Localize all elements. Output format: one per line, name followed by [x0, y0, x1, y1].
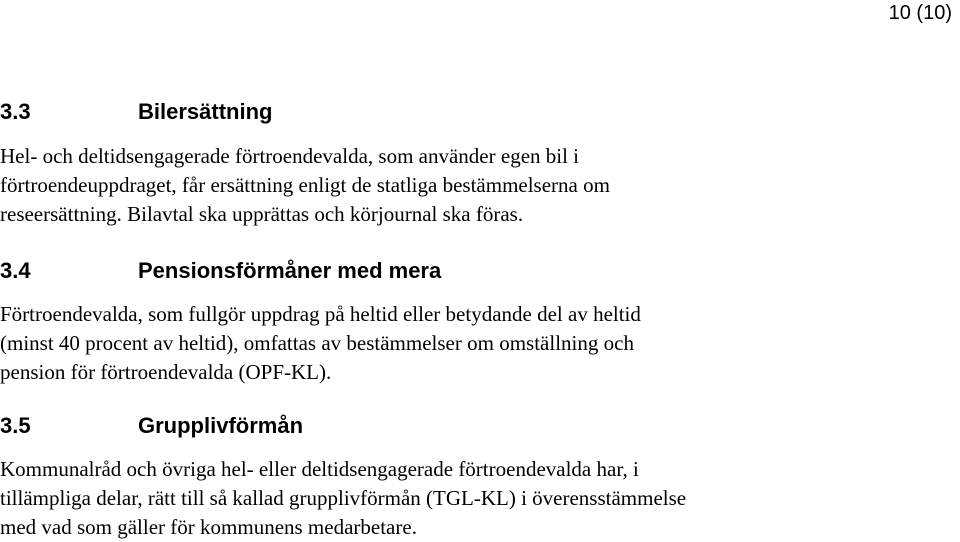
section-heading [0, 411, 952, 441]
section-paragraph [0, 455, 952, 542]
section-paragraph [0, 142, 952, 229]
section-title: Pensionsförmåner med mera [138, 258, 442, 283]
section-bilersattning [0, 97, 952, 229]
paragraph-line: (minst 40 procent av heltid), omfattas av bestämmelser om omställning och [0, 331, 634, 355]
section-pensionsformaner [0, 256, 952, 387]
paragraph-line: pension för förtroendevalda (OPF-KL). [0, 360, 332, 384]
paragraph-line: Förtroendevalda, som fullgör uppdrag på heltid eller betydande del av heltid [0, 302, 641, 326]
paragraph-line: med vad som gäller för kommunens medarbetare. [0, 515, 417, 539]
paragraph-line: reseersättning. Bilavtal ska upprättas och körjournal ska föras. [0, 202, 524, 226]
section-heading [0, 97, 952, 127]
section-title: Bilersättning [138, 99, 273, 124]
page-number: 10 (10) [888, 2, 952, 24]
paragraph-line: Hel- och deltidsengagerade förtroendevalda, som använder egen bil i [0, 144, 580, 168]
paragraph-line: tillämpliga delar, rätt till så kallad grupplivförmån (TGL-KL) i överensstämmelse [0, 486, 687, 510]
section-number: 3.4 [0, 258, 31, 283]
section-number: 3.3 [0, 99, 31, 124]
paragraph-line: förtroendeuppdraget, får ersättning enligt de statliga bestämmelserna om [0, 173, 610, 197]
section-title: Grupplivförmån [138, 413, 304, 438]
section-grupplivforman [0, 411, 952, 542]
section-paragraph [0, 300, 952, 387]
paragraph-line: Kommunalråd och övriga hel- eller deltidsengagerade förtroendevalda har, i [0, 457, 639, 481]
section-heading [0, 256, 952, 286]
section-number: 3.5 [0, 413, 31, 438]
